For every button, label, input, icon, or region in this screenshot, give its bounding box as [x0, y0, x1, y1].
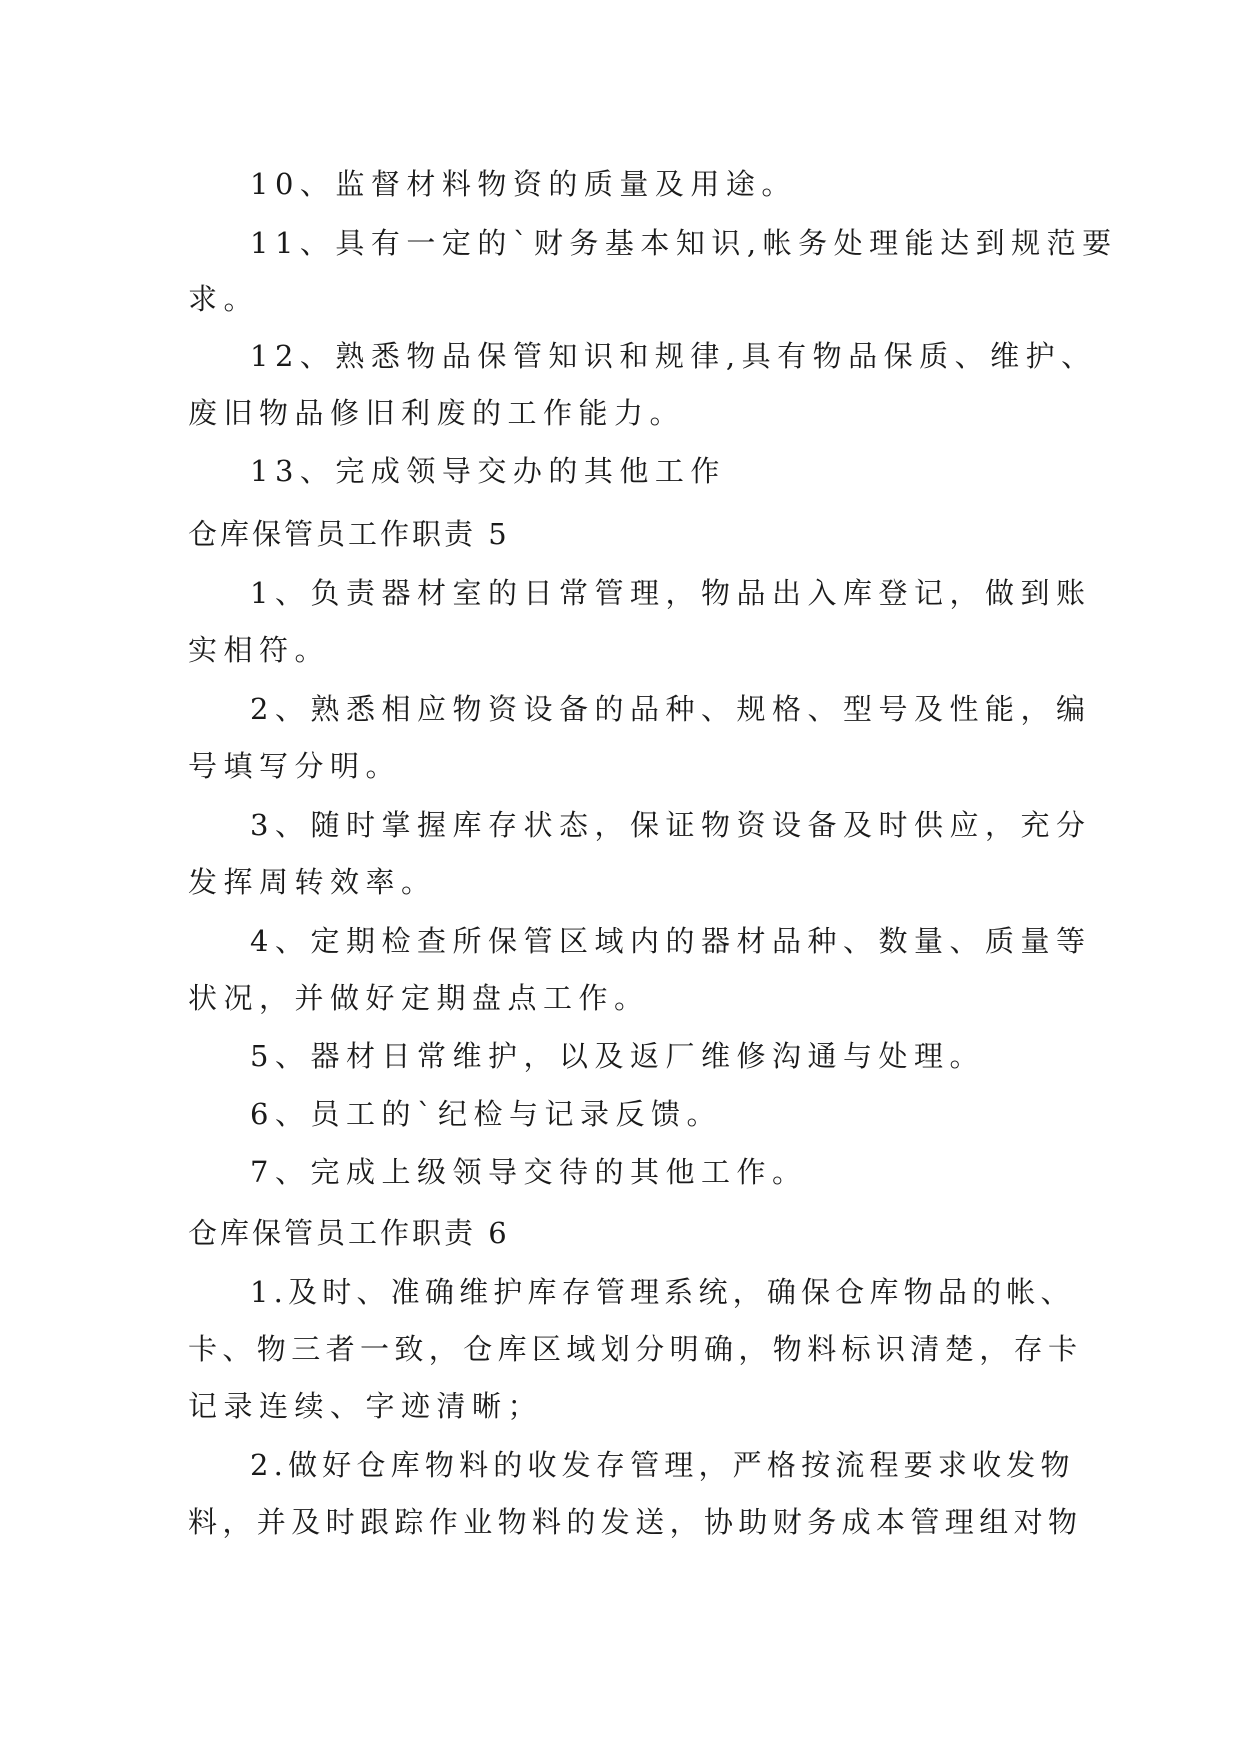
- s6-item-2-line-2: 料，并及时跟踪作业物料的发送，协助财务成本管理组对物: [188, 1505, 1083, 1539]
- item-12-line-1: 12、熟悉物品保管知识和规律,具有物品保质、维护、: [250, 339, 1097, 373]
- item-10: 10、监督材料物资的质量及用途。: [250, 167, 797, 201]
- s5-item-7: 7、完成上级领导交待的其他工作。: [250, 1155, 808, 1189]
- item-11-line-1: 11、具有一定的`财务基本知识,帐务处理能达到规范要: [250, 226, 1118, 260]
- s5-item-3-line-2: 发挥周转效率。: [188, 865, 437, 899]
- s6-item-1-line-1: 1.及时、准确维护库存管理系统，确保仓库物品的帐、: [250, 1275, 1075, 1309]
- s5-item-6: 6、员工的`纪检与记录反馈。: [250, 1097, 722, 1131]
- s6-item-1-line-3: 记录连续、字迹清晰；: [188, 1389, 544, 1423]
- s5-item-4-line-1: 4、定期检查所保管区域内的器材品种、数量、质量等: [250, 924, 1092, 958]
- item-11-line-2: 求。: [188, 282, 260, 316]
- section-5-heading: 仓库保管员工作职责 5: [188, 517, 510, 551]
- item-12-line-2: 废旧物品修旧利废的工作能力。: [188, 396, 686, 430]
- s5-item-2-line-2: 号填写分明。: [188, 749, 402, 783]
- s5-item-3-line-1: 3、随时掌握库存状态，保证物资设备及时供应，充分: [250, 808, 1092, 842]
- s5-item-1-line-2: 实相符。: [188, 633, 331, 667]
- s6-item-1-line-2: 卡、物三者一致，仓库区域划分明确，物料标识清楚，存卡: [188, 1332, 1083, 1366]
- item-13: 13、完成领导交办的其他工作: [250, 454, 726, 488]
- s5-item-2-line-1: 2、熟悉相应物资设备的品种、规格、型号及性能，编: [250, 692, 1092, 726]
- s5-item-5: 5、器材日常维护，以及返厂维修沟通与处理。: [250, 1039, 985, 1073]
- s5-item-4-line-2: 状况，并做好定期盘点工作。: [188, 981, 650, 1015]
- section-6-heading: 仓库保管员工作职责 6: [188, 1216, 510, 1250]
- s6-item-2-line-1: 2.做好仓库物料的收发存管理，严格按流程要求收发物: [250, 1448, 1075, 1482]
- s5-item-1-line-1: 1、负责器材室的日常管理，物品出入库登记，做到账: [250, 576, 1092, 610]
